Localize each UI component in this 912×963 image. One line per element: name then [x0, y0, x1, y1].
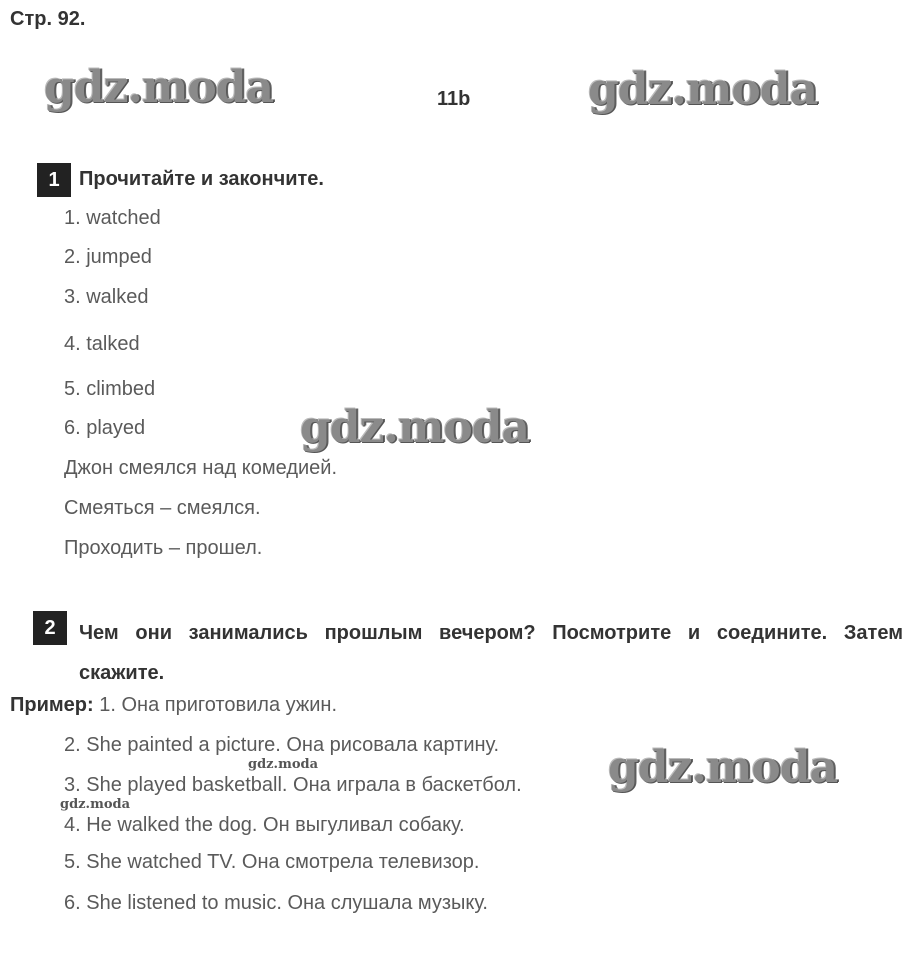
task-2-example: [10, 694, 337, 717]
task-2-item: 2. She painted a picture. Она рисовала картину.: [64, 734, 500, 756]
task-1-title: Прочитайте и закончите.: [79, 168, 324, 190]
unit-label: 11b: [437, 88, 471, 110]
task-1-item: 2. jumped: [64, 246, 152, 268]
task-2-item: 6. She listened to music. Она слушала музыку.: [64, 892, 488, 914]
task-1-note: Смеяться – смеялся.: [64, 497, 261, 519]
watermark-logo: gdz.moda: [300, 402, 530, 453]
task-1-note: Джон смеялся над комедией.: [64, 457, 338, 479]
watermark-logo: gdz.moda: [608, 742, 838, 793]
task-1-note: Проходить – прошел.: [64, 537, 263, 559]
task-1-number-badge: 1: [37, 163, 71, 197]
task-2-item: 3. She played basketball. Она играла в баскетбол.: [64, 774, 522, 796]
example-label: Пример:: [10, 694, 94, 716]
task-1-item: 6. played: [64, 417, 146, 439]
task-2-item: 5. She watched TV. Она смотрела телевизор.: [64, 851, 480, 873]
watermark-small: gdz.moda: [60, 797, 131, 812]
task-1-item: 1. watched: [64, 207, 161, 229]
watermark-logo: gdz.moda: [588, 64, 818, 115]
task-2-number-badge: 2: [33, 611, 67, 645]
watermark-logo: gdz.moda: [44, 62, 274, 113]
watermark-small: gdz.moda: [248, 757, 319, 772]
task-2-item: 4. He walked the dog. Он выгуливал собаку.: [64, 814, 465, 836]
page-label: Стр. 92.: [10, 8, 86, 30]
task-1-item: 3. walked: [64, 286, 149, 308]
task-1-item: 4. talked: [64, 333, 140, 355]
example-text: 1. Она приготовила ужин.: [93, 694, 338, 716]
task-2-title: Чем они занимались прошлым вечером? Посмотрите и соедините. Затем скажите.: [79, 622, 903, 684]
task-1-item: 5. climbed: [64, 378, 156, 400]
